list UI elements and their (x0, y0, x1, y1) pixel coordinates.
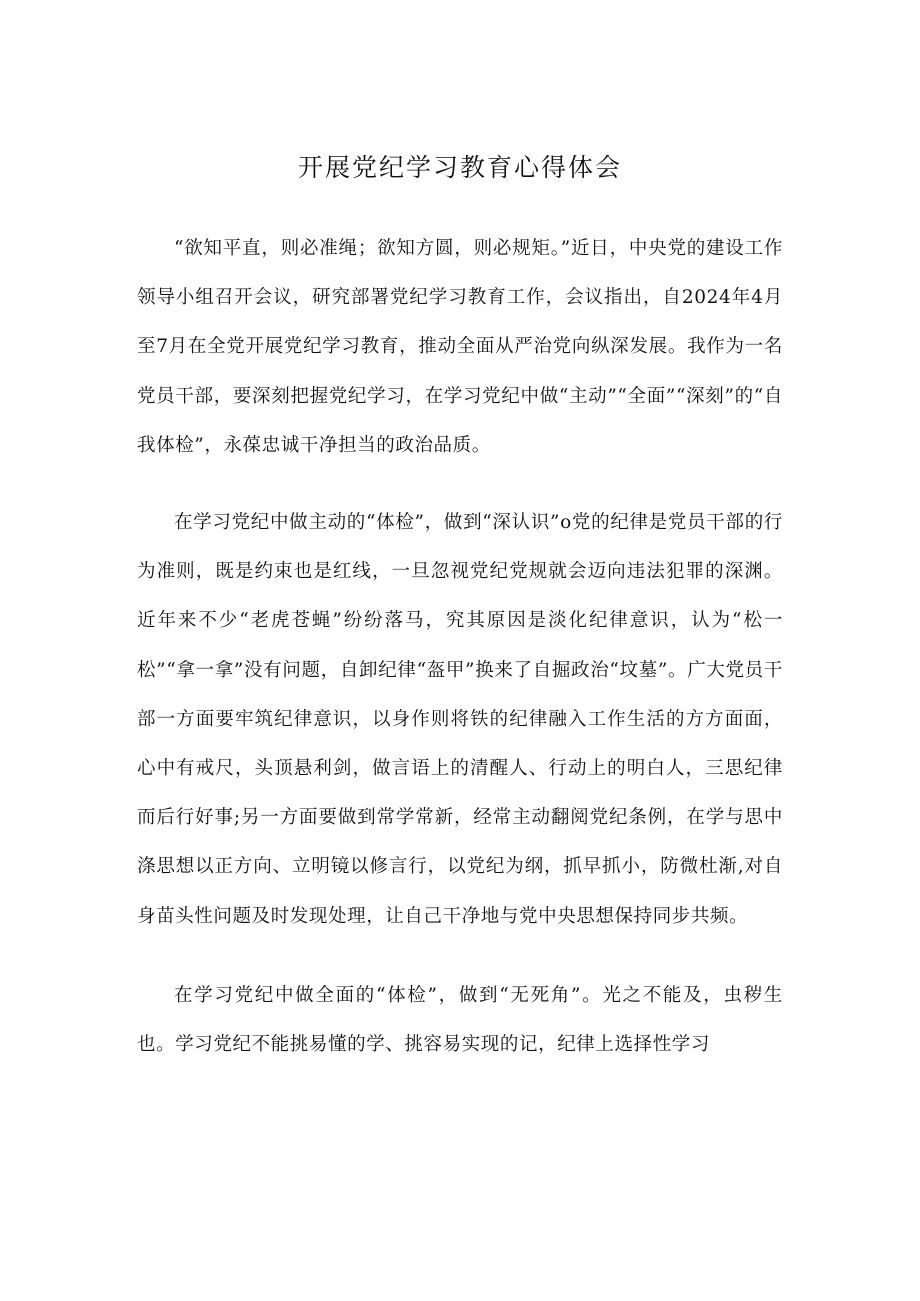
document-title: 开展党纪学习教育心得体会 (297, 153, 622, 182)
paragraph-comprehensive-checkup: 在学习党纪中做全面的“体检”，做到“无死角”。光之不能及，虫秽生也。学习党纪不能挑易懂的学、挑容易实现的记，纪律上选择性学习 (137, 984, 783, 1056)
document-body (137, 224, 783, 1097)
paragraph-intro: “欲知平直，则必准绳；欲知方圆，则必规矩。”近日，中央党的建设工作领导小组召开会议，研究部署党纪学习教育工作，会议指出，自2024年4月至7月在全党开展党纪学习教育，推动全面从严治党向纵深发展。我作为一名党员干部，要深刻把握党纪学习，在学习党纪中做“主动”“全面”“深刻”的“自我体检”，永葆忠诚干净担当的政治品质。 (137, 238, 783, 456)
paragraph-proactive-checkup: 在学习党纪中做主动的“体检”，做到“深认识”o党的纪律是党员干部的行为准则，既是约束也是红线，一旦忽视党纪党规就会迈向违法犯罪的深渊。近年来不少“老虎苍蝇”纷纷落马，究其原因是淡化纪律意识，认为“松一松”“拿一拿”没有问题，自卸纪律“盔甲”换来了自掘政治“坟墓”。广大党员干部一方面要牢筑纪律意识，以身作则将铁的纪律融入工作生活的方方面面，心中有戒尺，头顶悬利剑，做言语上的清醒人、行动上的明白人，三思纪律而后行好事;另一方面要做到常学常新，经常主动翻阅党纪条例，在学与思中涤思想以正方向、立明镜以修言行，以党纪为纲，抓早抓小，防微杜渐,对自身苗头性问题及时发现处理，让自己干净地与党中央思想保持同步共频。 (137, 512, 783, 927)
